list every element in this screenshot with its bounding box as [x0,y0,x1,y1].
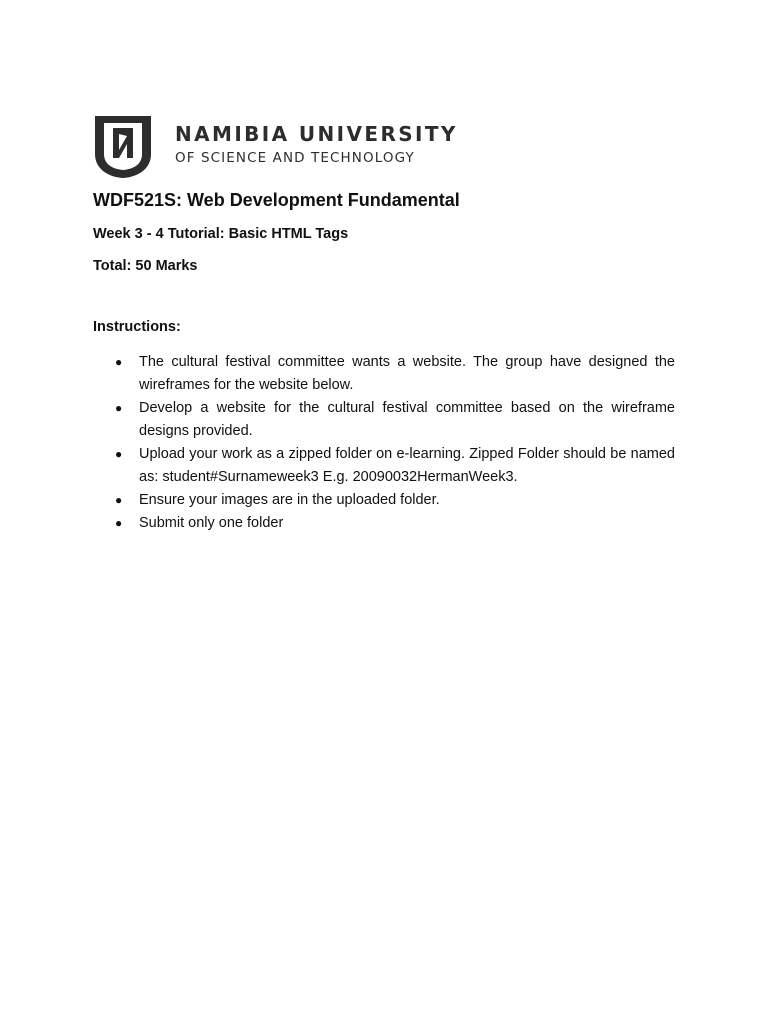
list-item [115,443,675,489]
bullet-icon: ● [115,447,123,461]
bullet-icon: ● [115,401,123,415]
list-item-text: Ensure your images are in the uploaded folder. [139,492,440,508]
list-item-text: The cultural festival committee wants a website. The group have designed the wireframes for the website below. [139,354,675,393]
instructions-heading: Instructions: [93,319,181,335]
list-item [115,351,675,397]
total-marks: Total: 50 Marks [93,258,198,274]
university-logo [92,114,458,182]
nust-shield-logo-icon [92,114,154,180]
list-item-text: Submit only one folder [139,515,284,531]
logo-line-university-name: NAMIBIA UNIVERSITY [175,122,458,146]
logo-line-science-technology: OF SCIENCE AND TECHNOLOGY [175,150,415,166]
bullet-icon: ● [115,493,123,507]
list-item-text: Upload your work as a zipped folder on e-learning. Zipped Folder should be named as: student#Surnameweek3 E.g. 20090032HermanWeek3. [139,446,675,485]
instructions-list [115,351,675,535]
course-title: WDF521S: Web Development Fundamental [93,190,460,210]
tutorial-subtitle: Week 3 - 4 Tutorial: Basic HTML Tags [93,226,349,242]
bullet-icon: ● [115,355,123,369]
logo-text [175,122,458,168]
list-item [115,397,675,443]
bullet-icon: ● [115,516,123,530]
list-item [115,489,675,512]
list-item-text: Develop a website for the cultural festival committee based on the wireframe designs provided. [139,400,675,439]
list-item [115,512,675,535]
